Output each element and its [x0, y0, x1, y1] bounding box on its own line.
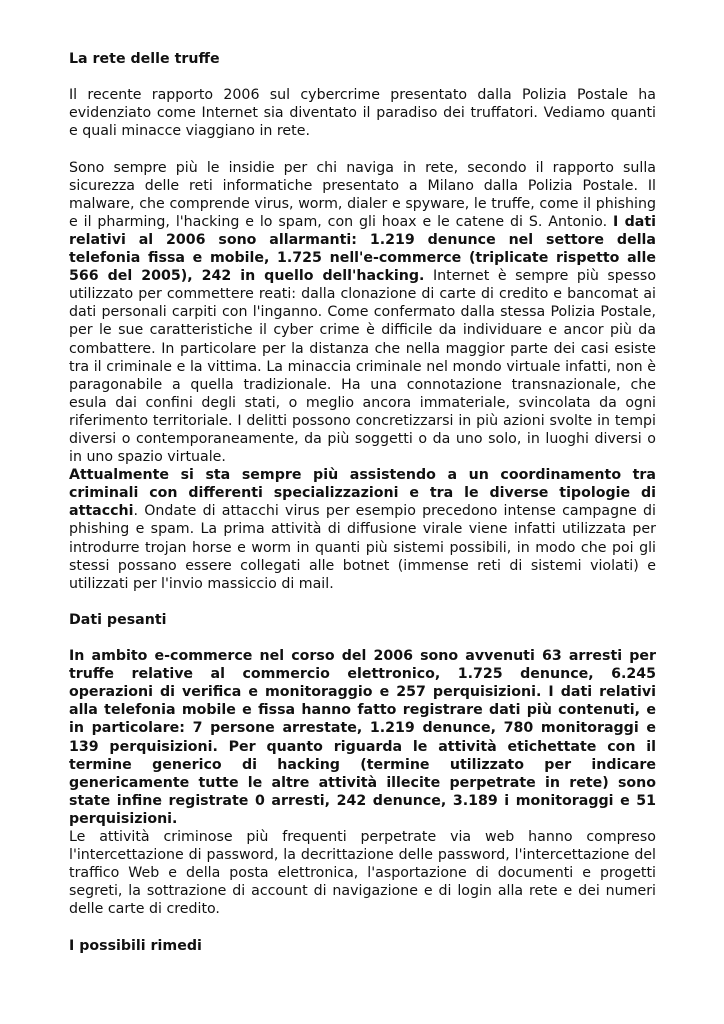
intro-paragraph: Il recente rapporto 2006 sul cybercrime presentato dalla Polizia Postale ha evidenziato come Internet sia diventato il paradiso dei truffatori. Vediamo quanti e quali minacce viaggiano in rete. [69, 87, 656, 140]
main-paragraph-highlight: I dati relativi al 2006 sono allarmanti: 1.219 denunce nel settore della telefonia fissa e mobile, 1.725 nell'e-commerce (triplicate rispetto alle 566 del 2005), 242 in quello dell'hacking. [69, 213, 656, 285]
statistics-paragraph [69, 647, 656, 828]
section-heading-dati-pesanti: Dati pesanti [69, 611, 167, 628]
activities-paragraph: Le attività criminose più frequenti perpetrate via web hanno compreso l'intercettazione di password, la decrittazione delle password, l'intercettazione del traffico Web e della posta elettronica, l'asportazione di documenti e progetti segreti, la sottrazione di account di navigazione e di login alla rete e dei numeri delle carte di credito. [69, 829, 656, 918]
coordination-rest: . Ondate di attacchi virus per esempio precedono intense campagne di phishing e spam. La prima attività di diffusione virale viene infatti utilizzata per introdurre trojan horse e worm in quanti più sistemi possibili, in modo che poi gli stessi possano essere collegati alle botnet (immense reti di sistemi violati) e utilizzati per l'invio massiccio di mail. [69, 503, 656, 592]
spacer [69, 140, 656, 158]
spacer [69, 629, 656, 647]
coordination-highlight: Attualmente si sta sempre più assistendo a un coordinamento tra criminali con differenti specializzazioni e tra le diverse tipologie di attacchi [69, 467, 656, 520]
main-paragraph-rest: Internet è sempre più spesso utilizzato per commettere reati: dalla clonazione di carte di credito e bancomat ai dati personali carpiti con l'inganno. Come confermato dalla stessa Polizia Postale, per le sue caratteristiche il cyber crime è difficile da individuare e ancor più da combattere. In particolare per la distanza che nella maggior parte dei casi esiste tra il criminale e la vittima. La minaccia criminale nel mondo virtuale infatti, non è paragonabile a quella tradizionale. Ha una connotazione transnazionale, che esula dai confini degli stati, o meglio ancora immateriale, svincolata da ogni riferimento territoriale. I delitti possono concretizzarsi in più azioni svolte in tempi diversi o contemporaneamente, da più soggetti o da uno solo, in luoghi diversi o in uno spazio virtuale. [69, 268, 656, 466]
spacer [69, 593, 656, 611]
spacer [69, 919, 656, 937]
spacer [69, 68, 656, 86]
statistics-text: In ambito e-commerce nel corso del 2006 sono avvenuti 63 arresti per truffe relative al commercio elettronico, 1.725 denunce, 6.245 operazioni di verifica e monitoraggio e 257 perquisizioni. I dati relativi alla telefonia mobile e fissa hanno fatto registrare dati più contenuti, e in particolare: 7 persone arrestate, 1.219 denunce, 780 monitoraggi e 139 perquisizioni. Per quanto riguarda le attività etichettate con il termine generico di hacking (termine utilizzato per indicare genericamente tutte le altre attività illecite perpetrate in rete) sono state infine registrate 0 arresti, 242 denunce, 3.189 i monitoraggi e 51 perquisizioni. [69, 648, 656, 827]
coordination-paragraph [69, 466, 656, 593]
main-paragraph [69, 159, 656, 467]
section-heading-rimedi: I possibili rimedi [69, 937, 202, 954]
main-paragraph-start: Sono sempre più le insidie per chi naviga in rete, secondo il rapporto sulla sicurezza delle reti informatiche presentato a Milano dalla Polizia Postale. Il malware, che comprende virus, worm, dialer e spyware, le truffe, come il phishing e il pharming, l'hacking e lo spam, con gli hoax e le catene di S. Antonio. [69, 159, 656, 230]
document-page [69, 50, 656, 955]
document-title: La rete delle truffe [69, 51, 220, 67]
